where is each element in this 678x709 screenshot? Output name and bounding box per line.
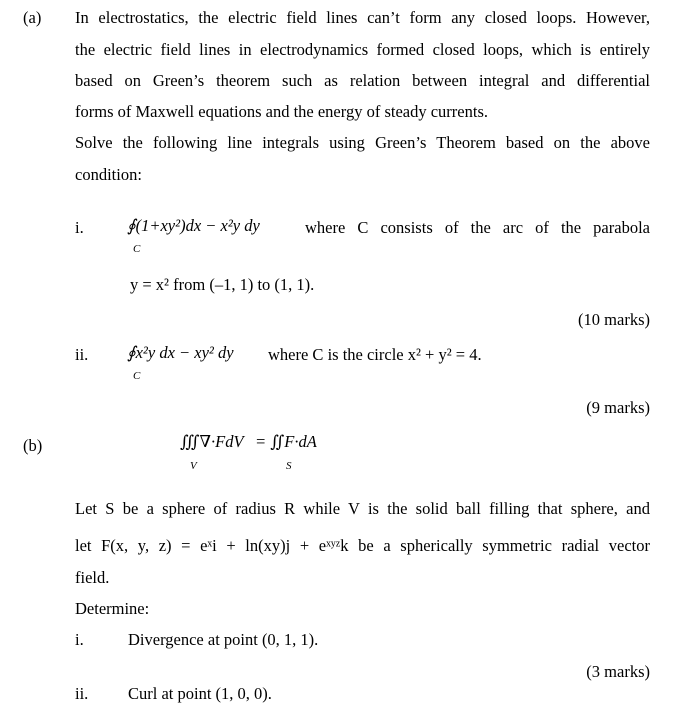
question-a-i-continuation: y = x² from (–1, 1) to (1, 1). [130, 275, 315, 294]
question-a-ii-contour: C [133, 370, 141, 382]
instruction-line-2: condition: [75, 165, 142, 184]
question-a-i-integral-expr: ∮(1+xy²)dx − x²y dy [127, 216, 260, 235]
part-b-line-3: field. [75, 568, 110, 587]
question-a-ii-number: ii. [75, 345, 89, 364]
divergence-theorem-rhs: = ∬F·dA [255, 432, 317, 451]
question-a-ii-integral-expr: ∮x²y dx − xy² dy [127, 343, 234, 362]
question-a-ii-marks: (9 marks) [586, 398, 650, 417]
divergence-theorem-rhs-sub: S [286, 460, 292, 472]
question-a-i-marks: (10 marks) [578, 310, 650, 329]
question-b-i-marks: (3 marks) [586, 662, 650, 681]
intro-line-1: In electrostatics, the electric field lines can’t form any closed loops. However, [75, 8, 650, 27]
question-b-ii-text: Curl at point (1, 0, 0). [128, 684, 272, 703]
question-a-i-contour: C [133, 243, 141, 255]
part-b-line-1: Let S be a sphere of radius R while V is the solid ball filling that sphere, and [75, 499, 650, 518]
determine-label: Determine: [75, 599, 150, 618]
instruction-line-1: Solve the following line integrals using Green’s Theorem based on the above [75, 133, 650, 152]
intro-line-2: the electric field lines in electrodynamics formed closed loops, which is entirely [75, 40, 650, 59]
divergence-theorem-lhs-sub: V [190, 460, 197, 472]
question-a-ii-integral [127, 343, 234, 363]
part-b-line-2: let F(x, y, z) = eˣi + ln(xy)j + eˣʸᶻk be a spherically symmetric radial vector [75, 536, 650, 555]
question-b-i-number: i. [75, 630, 84, 649]
part-b-label: (b) [23, 436, 43, 455]
part-a-label: (a) [23, 8, 42, 27]
intro-line-4: forms of Maxwell equations and the energy of steady currents. [75, 102, 488, 121]
question-a-i-integral [127, 216, 260, 236]
question-a-i-number: i. [75, 218, 84, 237]
question-b-i-text: Divergence at point (0, 1, 1). [128, 630, 319, 649]
question-a-i-text: where C consists of the arc of the parabola [305, 218, 650, 237]
question-b-ii-number: ii. [75, 684, 89, 703]
intro-line-3: based on Green’s theorem such as relation between integral and differential [75, 71, 650, 90]
divergence-theorem-lhs: ∭∇·FdV [180, 432, 244, 451]
question-a-ii-text: where C is the circle x² + y² = 4. [268, 345, 482, 364]
